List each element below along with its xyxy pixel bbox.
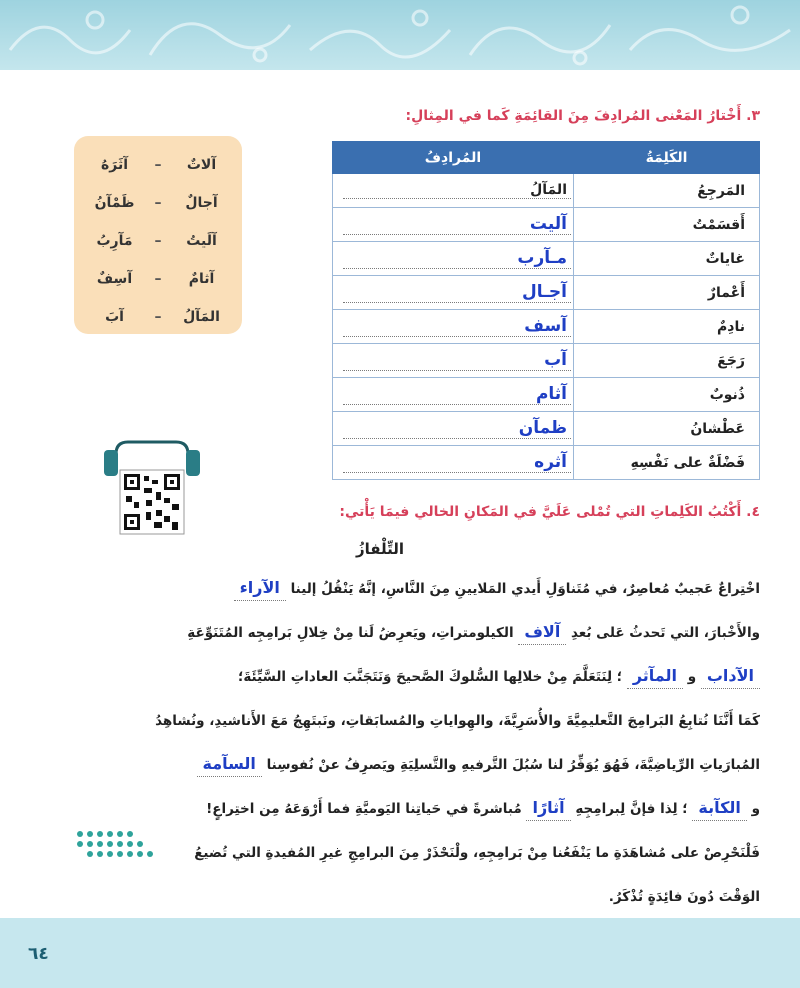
page-number: ٦٤ bbox=[28, 944, 49, 964]
passage-text: والأَخْبارَ، التي تَحدثُ عَلى بُعدِ bbox=[571, 625, 760, 641]
passage-text: ؛ لِنَتَعَلَّمَ مِنْ خلالِها السُّلوكَ الصَّحيحَ وَنَتَجَنَّبَ العاداتِ السَّيِّئَةَ؛ bbox=[237, 669, 623, 685]
question-4-title: ٤. أَكْتُبُ الكَلِماتِ التي تُمْلى عَلَيَّ في المَكانِ الخالي فيمَا يَأْتي: bbox=[339, 504, 760, 520]
table-row bbox=[333, 276, 760, 310]
word-cell: فَضْلَةٌ على نَفْسِهِ bbox=[574, 446, 760, 480]
header-pattern-band bbox=[0, 0, 800, 70]
passage-line bbox=[38, 611, 760, 655]
choice-separator: – bbox=[154, 233, 162, 249]
word-cell: عَطْشانُ bbox=[574, 412, 760, 446]
example-answer: المَآلُ bbox=[343, 182, 571, 199]
filled-blank[interactable]: الآداب bbox=[701, 664, 760, 689]
answer-text: آجـال bbox=[343, 282, 571, 303]
headphones-qr-icon bbox=[98, 440, 206, 538]
word-choices-box bbox=[74, 136, 242, 334]
audio-qr-code[interactable] bbox=[98, 440, 206, 538]
answer-text: آثره bbox=[343, 452, 571, 473]
table-row bbox=[333, 174, 760, 208]
passage-text: و bbox=[751, 801, 760, 817]
choice-word: المَآلُ bbox=[183, 309, 220, 325]
answer-cell[interactable] bbox=[333, 378, 574, 412]
answer-cell[interactable] bbox=[333, 276, 574, 310]
filled-blank[interactable]: المآثر bbox=[627, 664, 683, 689]
answer-text: ظمآن bbox=[343, 418, 571, 439]
choice-row bbox=[86, 222, 230, 260]
passage-title: التِّلْفازُ bbox=[355, 540, 405, 558]
table-row bbox=[333, 344, 760, 378]
choice-word: ظَمْآنُ bbox=[94, 195, 135, 211]
passage-text: الكيلومتراتِ، ويَعرِضُ لَنا مِنْ خِلالِ بَرامِجِه المُتَنَوِّعَةِ bbox=[187, 625, 514, 641]
choice-separator: – bbox=[154, 157, 162, 173]
word-cell: نادِمٌ bbox=[574, 310, 760, 344]
passage-line bbox=[38, 743, 760, 787]
choice-row bbox=[86, 298, 230, 336]
filled-blank[interactable]: الآراء bbox=[234, 576, 286, 601]
passage-text: اخْتِراعٌ عَجيبٌ مُعاصِرٌ، في مُتَناوَلِ أَيدي المَلايينِ مِنَ النَّاسِ، إنَّهُ يَنْقُلُ إلينا bbox=[290, 581, 760, 597]
answer-text: آثام bbox=[343, 384, 571, 405]
answer-cell[interactable] bbox=[333, 208, 574, 242]
table-row bbox=[333, 310, 760, 344]
choice-word: آثامٌ bbox=[188, 271, 215, 287]
passage-text: كَمَا أَنَّنَا نُتابِعُ البَرامِجَ التَّعليمِيَّةَ والأُسَرِيَّةَ، والهِواياتِ والمُسابَقاتِ، ونَبتَهِجُ مَعَ الأَناشيدِ، ونُشاهِدُ bbox=[155, 713, 760, 729]
choice-row bbox=[86, 184, 230, 222]
passage-text: مُباشرةً في حَياتِنا اليَوميَّةِ فما أَرْوَعَهُ مِن اختِراعٍ! bbox=[206, 801, 522, 817]
filled-blank[interactable]: الكآبة bbox=[692, 796, 747, 821]
choice-word: آسِفٌ bbox=[96, 271, 133, 287]
choice-word: مَآرِبُ bbox=[96, 233, 133, 249]
passage-line bbox=[38, 699, 760, 743]
calligraphy-pattern bbox=[0, 0, 800, 70]
passage-line bbox=[38, 875, 760, 919]
choice-word: آثَرَهُ bbox=[100, 157, 129, 173]
word-cell: المَرجِعُ bbox=[574, 174, 760, 208]
passage-text: ؛ لِذا فإنَّ لِبرامِجِهِ bbox=[575, 801, 688, 817]
footer-band bbox=[0, 918, 800, 988]
answer-cell bbox=[333, 174, 574, 208]
passage-line bbox=[38, 655, 760, 699]
filled-blank[interactable]: السآمة bbox=[197, 752, 262, 777]
choice-separator: – bbox=[154, 195, 162, 211]
table-row bbox=[333, 208, 760, 242]
question-3-title: ٣. أَخْتارُ المَعْنى المُرادِفَ مِنَ القائِمَةِ كَما في المِثالِ: bbox=[405, 108, 760, 124]
choice-word: آجالٌ bbox=[185, 195, 218, 211]
choice-word: آلاتٌ bbox=[186, 157, 217, 173]
filled-blank[interactable]: آثارًا bbox=[526, 796, 570, 821]
passage-text: الوَقْتَ دُونَ فائِدَةٍ تُذْكَرُ. bbox=[608, 889, 760, 905]
choice-separator: – bbox=[154, 271, 162, 287]
answer-cell[interactable] bbox=[333, 242, 574, 276]
answer-cell[interactable] bbox=[333, 412, 574, 446]
word-cell: رَجَعَ bbox=[574, 344, 760, 378]
word-cell: ذُنوبٌ bbox=[574, 378, 760, 412]
ministry-dots-logo bbox=[74, 828, 164, 868]
table-row bbox=[333, 446, 760, 480]
choice-row bbox=[86, 260, 230, 298]
answer-cell[interactable] bbox=[333, 344, 574, 378]
choice-row bbox=[86, 146, 230, 184]
column-header-synonym: المُرادِفُ bbox=[333, 142, 574, 174]
answer-text: آب bbox=[343, 350, 571, 371]
column-header-word: الكَلِمَةُ bbox=[574, 142, 760, 174]
table-row bbox=[333, 242, 760, 276]
word-cell: غاياتٌ bbox=[574, 242, 760, 276]
answer-text: آليت bbox=[343, 214, 571, 235]
choice-word: آبَ bbox=[105, 309, 124, 325]
passage-line bbox=[38, 567, 760, 611]
answer-cell[interactable] bbox=[333, 446, 574, 480]
answer-cell[interactable] bbox=[333, 310, 574, 344]
choice-separator: – bbox=[154, 309, 162, 325]
passage-text: و bbox=[687, 669, 697, 685]
word-cell: أَقسَمْتُ bbox=[574, 208, 760, 242]
choice-word: آلَيتُ bbox=[186, 233, 217, 249]
answer-text: مـآرب bbox=[343, 248, 571, 269]
word-cell: أَعْمارٌ bbox=[574, 276, 760, 310]
filled-blank[interactable]: آلاف bbox=[518, 620, 566, 645]
table-row bbox=[333, 412, 760, 446]
passage-text: المُبارَياتِ الرِّياضِيَّةَ، فَهُوَ يُوَفِّرُ لنا سُبُلَ التَّرفيهِ والتَّسلِيَةِ ويَصرِفُ عنْ نُفوسِنا bbox=[266, 757, 760, 773]
passage-text: فَلْنَحْرِصْ على مُشاهَدَةِ ما يَنْفَعُنا مِنْ بَرامِجِهِ، ولْنَحْذَرْ مِنَ البرامِجِ غيرِ المُفيدةِ التي تُضيعُ bbox=[194, 845, 760, 861]
answer-text: آسف bbox=[343, 316, 571, 337]
synonym-table bbox=[332, 141, 760, 480]
table-row bbox=[333, 378, 760, 412]
passage-line bbox=[38, 787, 760, 831]
